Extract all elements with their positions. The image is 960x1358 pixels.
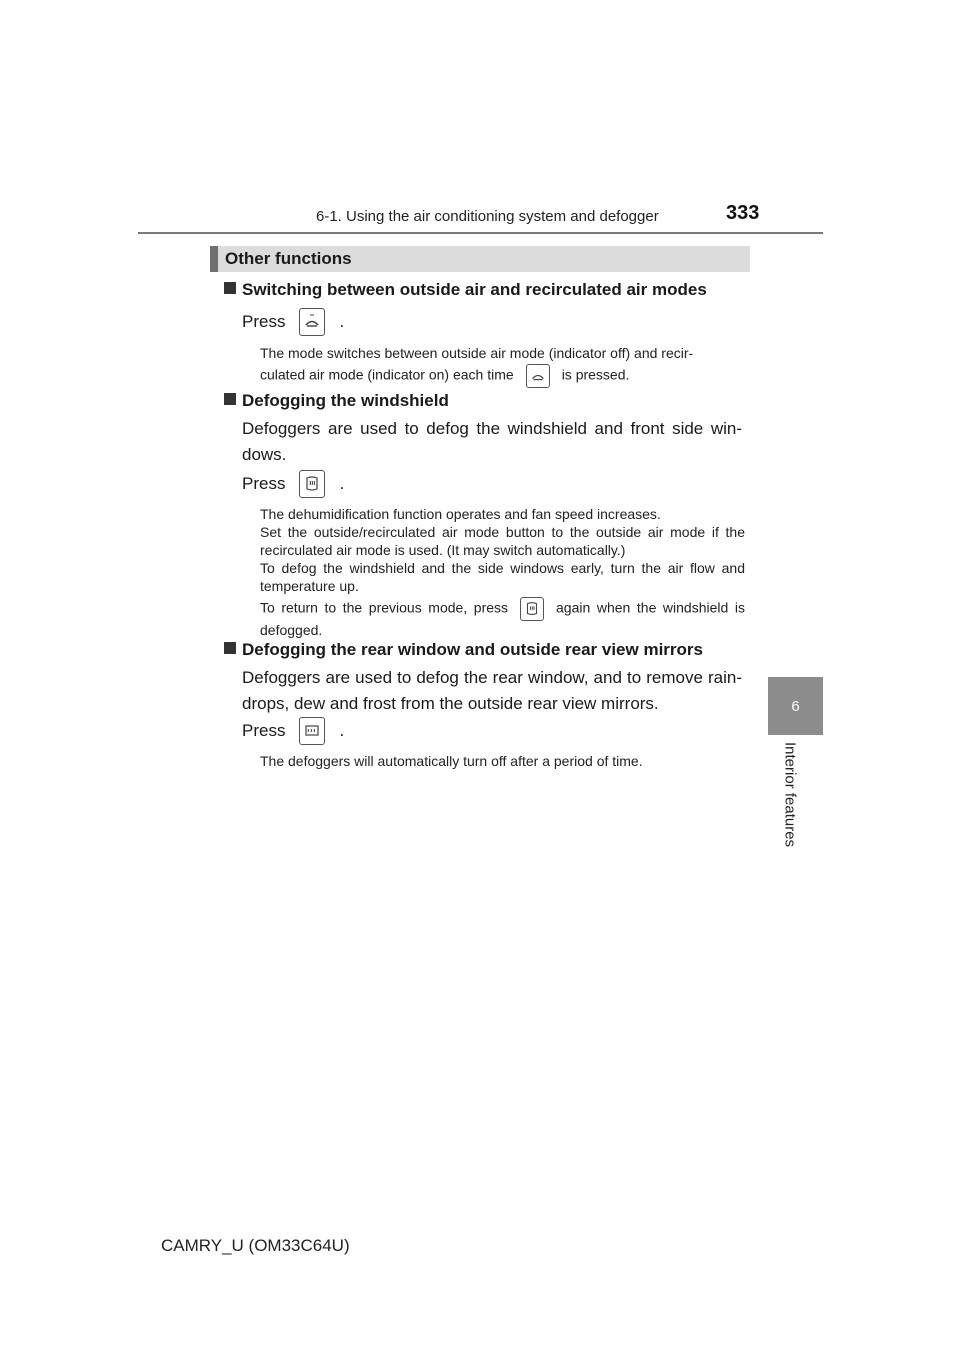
chapter-tab: 6: [768, 677, 823, 735]
note-recirculation-2: culated air mode (indicator on) each time is pressed.: [260, 364, 745, 388]
front-defogger-icon: [299, 470, 325, 498]
recirculation-icon: [299, 308, 325, 336]
note-windshield-1: The dehumidification function operates and fan speed increases.: [260, 506, 661, 522]
chapter-label: Interior features: [781, 742, 799, 848]
press-recirculation-line: Press .: [242, 307, 344, 337]
heading-rear-window: Defogging the rear window and outside rear view mirrors: [224, 640, 703, 660]
body-rear-window: Defoggers are used to defog the rear window, and to remove rain-drops, dew and frost from the outside rear view mirrors.: [242, 668, 742, 713]
note-recirculation-1: The mode switches between outside air mode (indicator off) and recir-: [260, 345, 694, 361]
model-code: CAMRY_U (OM33C64U): [161, 1236, 350, 1255]
note-rear-window-1: The defoggers will automatically turn off after a period of time.: [260, 753, 643, 769]
bullet-square-icon: [224, 282, 236, 294]
note-windshield-4: To return to the previous mode, press again when the windshield is defogged.: [260, 597, 745, 639]
recirculation-icon: [526, 364, 550, 388]
press-windshield-line: Press .: [242, 469, 344, 499]
rear-defogger-icon: [299, 717, 325, 745]
running-header: 6-1. Using the air conditioning system and defogger: [316, 208, 659, 225]
section-title: Other functions: [210, 246, 750, 272]
press-rear-window-line: Press .: [242, 716, 344, 746]
header-rule: [138, 232, 823, 234]
body-windshield: Defoggers are used to defog the windshield and front side win-dows.: [242, 419, 742, 464]
page-number: 333: [726, 202, 760, 224]
bullet-square-icon: [224, 393, 236, 405]
note-windshield-2: Set the outside/recirculated air mode button to the outside air mode if the recirculated air mode is used. (It may switch automatically.): [260, 524, 745, 558]
bullet-square-icon: [224, 642, 236, 654]
heading-recirculation: Switching between outside air and recirculated air modes: [224, 280, 707, 300]
front-defogger-icon: [520, 597, 544, 621]
heading-windshield: Defogging the windshield: [224, 391, 449, 411]
note-windshield-3: To defog the windshield and the side windows early, turn the air flow and temperature up.: [260, 560, 745, 594]
